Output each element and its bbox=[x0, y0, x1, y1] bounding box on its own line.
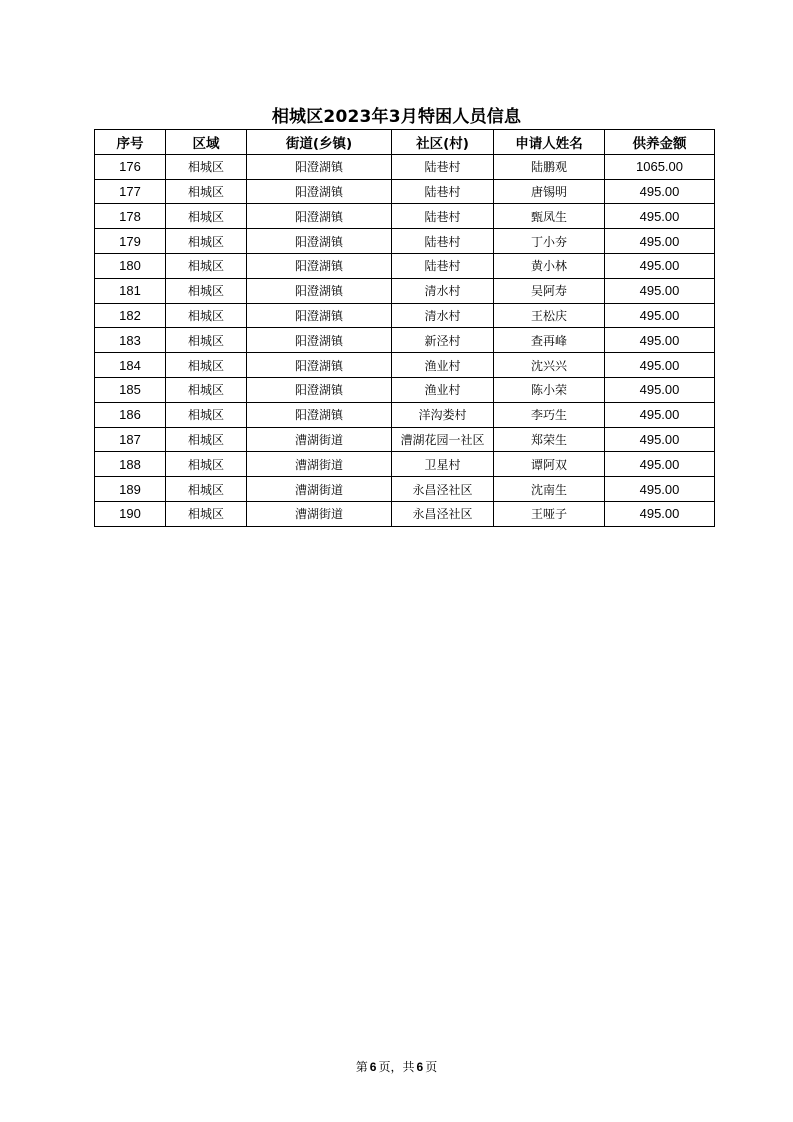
cell-community-village: 陆巷村 bbox=[392, 179, 494, 204]
cell-applicant-name: 王松庆 bbox=[494, 303, 605, 328]
cell-street-town: 阳澄湖镇 bbox=[247, 253, 392, 278]
cell-district: 相城区 bbox=[166, 402, 247, 427]
cell-support-amount: 495.00 bbox=[605, 452, 715, 477]
cell-index: 181 bbox=[95, 278, 166, 303]
cell-district: 相城区 bbox=[166, 154, 247, 179]
table-body bbox=[95, 154, 715, 526]
cell-district: 相城区 bbox=[166, 278, 247, 303]
cell-street-town: 漕湖街道 bbox=[247, 501, 392, 526]
table-row bbox=[95, 154, 715, 179]
cell-support-amount: 495.00 bbox=[605, 253, 715, 278]
cell-district: 相城区 bbox=[166, 427, 247, 452]
cell-district: 相城区 bbox=[166, 328, 247, 353]
cell-index: 177 bbox=[95, 179, 166, 204]
cell-district: 相城区 bbox=[166, 253, 247, 278]
cell-index: 179 bbox=[95, 229, 166, 254]
cell-applicant-name: 丁小夯 bbox=[494, 229, 605, 254]
cell-support-amount: 495.00 bbox=[605, 501, 715, 526]
table-row bbox=[95, 402, 715, 427]
footer-suffix: 页 bbox=[425, 1060, 438, 1074]
header-street-town: 街道(乡镇) bbox=[247, 130, 392, 155]
cell-index: 176 bbox=[95, 154, 166, 179]
cell-street-town: 阳澄湖镇 bbox=[247, 154, 392, 179]
cell-index: 185 bbox=[95, 377, 166, 402]
footer-middle: 页，共 bbox=[378, 1060, 415, 1074]
cell-applicant-name: 甄凤生 bbox=[494, 204, 605, 229]
cell-community-village: 永昌泾社区 bbox=[392, 477, 494, 502]
footer-page-number: 6 bbox=[369, 1060, 377, 1074]
page-footer bbox=[0, 1058, 793, 1075]
cell-street-town: 阳澄湖镇 bbox=[247, 179, 392, 204]
cell-index: 178 bbox=[95, 204, 166, 229]
table-row bbox=[95, 229, 715, 254]
cell-applicant-name: 陆鹏观 bbox=[494, 154, 605, 179]
cell-applicant-name: 谭阿双 bbox=[494, 452, 605, 477]
cell-support-amount: 495.00 bbox=[605, 328, 715, 353]
cell-community-village: 渔业村 bbox=[392, 353, 494, 378]
cell-community-village: 永昌泾社区 bbox=[392, 501, 494, 526]
cell-community-village: 漕湖花园一社区 bbox=[392, 427, 494, 452]
cell-community-village: 清水村 bbox=[392, 278, 494, 303]
header-index: 序号 bbox=[95, 130, 166, 155]
header-applicant-name: 申请人姓名 bbox=[494, 130, 605, 155]
cell-support-amount: 495.00 bbox=[605, 179, 715, 204]
table-row bbox=[95, 377, 715, 402]
document-title: 相城区2023年3月特困人员信息 bbox=[271, 107, 522, 127]
cell-community-village: 陆巷村 bbox=[392, 204, 494, 229]
cell-district: 相城区 bbox=[166, 477, 247, 502]
table-row bbox=[95, 501, 715, 526]
cell-community-village: 渔业村 bbox=[392, 377, 494, 402]
cell-support-amount: 495.00 bbox=[605, 303, 715, 328]
cell-support-amount: 495.00 bbox=[605, 353, 715, 378]
cell-street-town: 漕湖街道 bbox=[247, 452, 392, 477]
table-row bbox=[95, 204, 715, 229]
cell-district: 相城区 bbox=[166, 452, 247, 477]
cell-applicant-name: 黄小林 bbox=[494, 253, 605, 278]
header-district: 区域 bbox=[166, 130, 247, 155]
table-row bbox=[95, 278, 715, 303]
cell-street-town: 阳澄湖镇 bbox=[247, 402, 392, 427]
cell-index: 186 bbox=[95, 402, 166, 427]
cell-index: 184 bbox=[95, 353, 166, 378]
cell-support-amount: 495.00 bbox=[605, 477, 715, 502]
table-row bbox=[95, 477, 715, 502]
cell-support-amount: 495.00 bbox=[605, 229, 715, 254]
cell-district: 相城区 bbox=[166, 303, 247, 328]
cell-index: 180 bbox=[95, 253, 166, 278]
cell-street-town: 阳澄湖镇 bbox=[247, 353, 392, 378]
cell-support-amount: 495.00 bbox=[605, 402, 715, 427]
cell-index: 190 bbox=[95, 501, 166, 526]
cell-index: 187 bbox=[95, 427, 166, 452]
table-row bbox=[95, 303, 715, 328]
cell-district: 相城区 bbox=[166, 179, 247, 204]
cell-district: 相城区 bbox=[166, 204, 247, 229]
cell-applicant-name: 陈小荣 bbox=[494, 377, 605, 402]
cell-applicant-name: 沈南生 bbox=[494, 477, 605, 502]
table-row bbox=[95, 253, 715, 278]
cell-street-town: 阳澄湖镇 bbox=[247, 303, 392, 328]
cell-street-town: 阳澄湖镇 bbox=[247, 204, 392, 229]
cell-community-village: 陆巷村 bbox=[392, 253, 494, 278]
cell-index: 182 bbox=[95, 303, 166, 328]
cell-index: 189 bbox=[95, 477, 166, 502]
cell-support-amount: 1065.00 bbox=[605, 154, 715, 179]
cell-street-town: 阳澄湖镇 bbox=[247, 229, 392, 254]
table-row bbox=[95, 179, 715, 204]
cell-applicant-name: 郑荣生 bbox=[494, 427, 605, 452]
cell-street-town: 漕湖街道 bbox=[247, 477, 392, 502]
footer-total-pages: 6 bbox=[416, 1060, 424, 1074]
cell-support-amount: 495.00 bbox=[605, 377, 715, 402]
footer-prefix: 第 bbox=[355, 1060, 368, 1074]
header-row bbox=[95, 130, 715, 155]
cell-community-village: 卫星村 bbox=[392, 452, 494, 477]
cell-community-village: 新泾村 bbox=[392, 328, 494, 353]
cell-support-amount: 495.00 bbox=[605, 278, 715, 303]
table-row bbox=[95, 353, 715, 378]
cell-district: 相城区 bbox=[166, 229, 247, 254]
personnel-table bbox=[94, 129, 715, 527]
cell-support-amount: 495.00 bbox=[605, 427, 715, 452]
cell-applicant-name: 查再峰 bbox=[494, 328, 605, 353]
table-row bbox=[95, 427, 715, 452]
cell-applicant-name: 王哑子 bbox=[494, 501, 605, 526]
cell-street-town: 阳澄湖镇 bbox=[247, 377, 392, 402]
cell-applicant-name: 沈兴兴 bbox=[494, 353, 605, 378]
cell-community-village: 清水村 bbox=[392, 303, 494, 328]
cell-index: 183 bbox=[95, 328, 166, 353]
cell-district: 相城区 bbox=[166, 501, 247, 526]
cell-street-town: 阳澄湖镇 bbox=[247, 328, 392, 353]
cell-street-town: 阳澄湖镇 bbox=[247, 278, 392, 303]
cell-street-town: 漕湖街道 bbox=[247, 427, 392, 452]
table-row bbox=[95, 452, 715, 477]
cell-applicant-name: 吴阿寿 bbox=[494, 278, 605, 303]
cell-community-village: 陆巷村 bbox=[392, 229, 494, 254]
cell-applicant-name: 李巧生 bbox=[494, 402, 605, 427]
cell-district: 相城区 bbox=[166, 377, 247, 402]
cell-applicant-name: 唐锡明 bbox=[494, 179, 605, 204]
cell-district: 相城区 bbox=[166, 353, 247, 378]
cell-index: 188 bbox=[95, 452, 166, 477]
cell-community-village: 洋沟娄村 bbox=[392, 402, 494, 427]
table-row bbox=[95, 328, 715, 353]
header-community-village: 社区(村) bbox=[392, 130, 494, 155]
cell-support-amount: 495.00 bbox=[605, 204, 715, 229]
header-support-amount: 供养金额 bbox=[605, 130, 715, 155]
cell-community-village: 陆巷村 bbox=[392, 154, 494, 179]
